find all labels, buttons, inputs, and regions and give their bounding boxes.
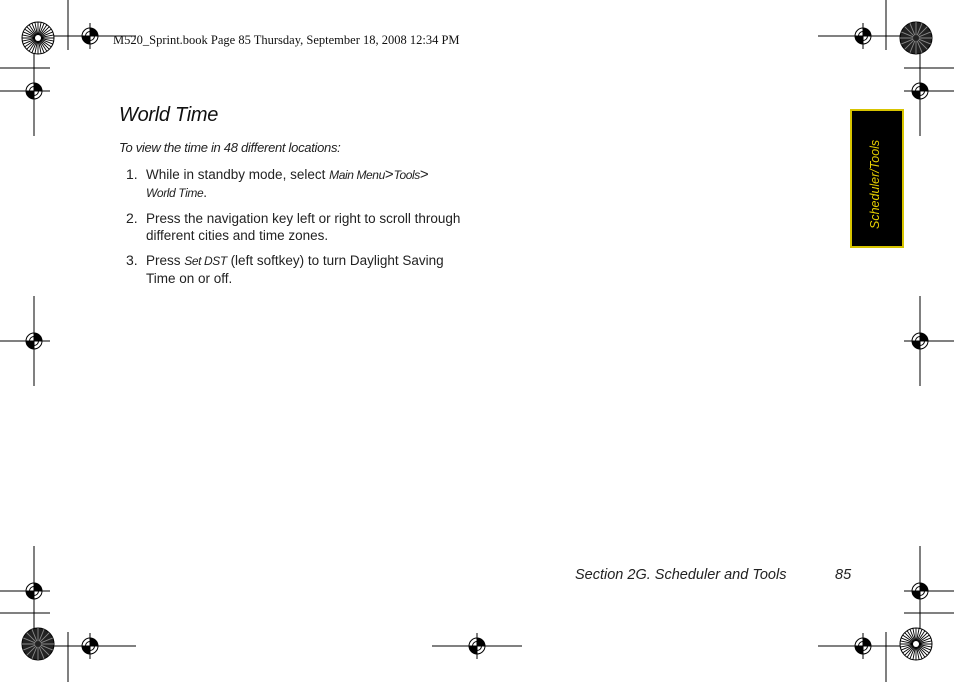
step-number: 1. xyxy=(126,166,138,182)
step-text xyxy=(146,166,471,202)
softkey-set-dst: Set DST xyxy=(184,254,227,268)
step-text-after: (left softkey) to turn Daylight Saving Time on or off. xyxy=(146,253,444,286)
file-info-header: M520_Sprint.book Page 85 Thursday, September 18, 2008 12:34 PM xyxy=(113,33,460,47)
menu-tools: Tools xyxy=(393,168,420,182)
step-item xyxy=(126,252,471,287)
footer-page-number: 85 xyxy=(835,567,852,583)
step-text xyxy=(146,252,471,287)
step-list xyxy=(126,166,471,295)
step-number: 2. xyxy=(126,210,138,226)
step-text-after: . xyxy=(203,185,207,200)
side-tab-label: Scheduler/Tools xyxy=(868,139,882,229)
page-title: World Time xyxy=(119,104,219,126)
step-item xyxy=(126,166,471,202)
intro-text: To view the time in 48 different locations: xyxy=(119,140,341,155)
menu-world-time: World Time xyxy=(146,186,204,200)
step-number: 3. xyxy=(126,252,138,268)
step-text-before: While in standby mode, select xyxy=(146,167,330,182)
step-text-before: Press xyxy=(146,253,185,268)
menu-main-menu: Main Menu xyxy=(329,168,385,182)
menu-separator: > xyxy=(419,166,429,183)
footer-section-title: Section 2G. Scheduler and Tools xyxy=(575,567,787,583)
menu-separator: > xyxy=(384,166,394,183)
step-text: Press the navigation key left or right to scroll through different cities and time zones. xyxy=(146,211,461,243)
section-side-tab xyxy=(850,109,904,248)
step-item xyxy=(126,210,471,244)
